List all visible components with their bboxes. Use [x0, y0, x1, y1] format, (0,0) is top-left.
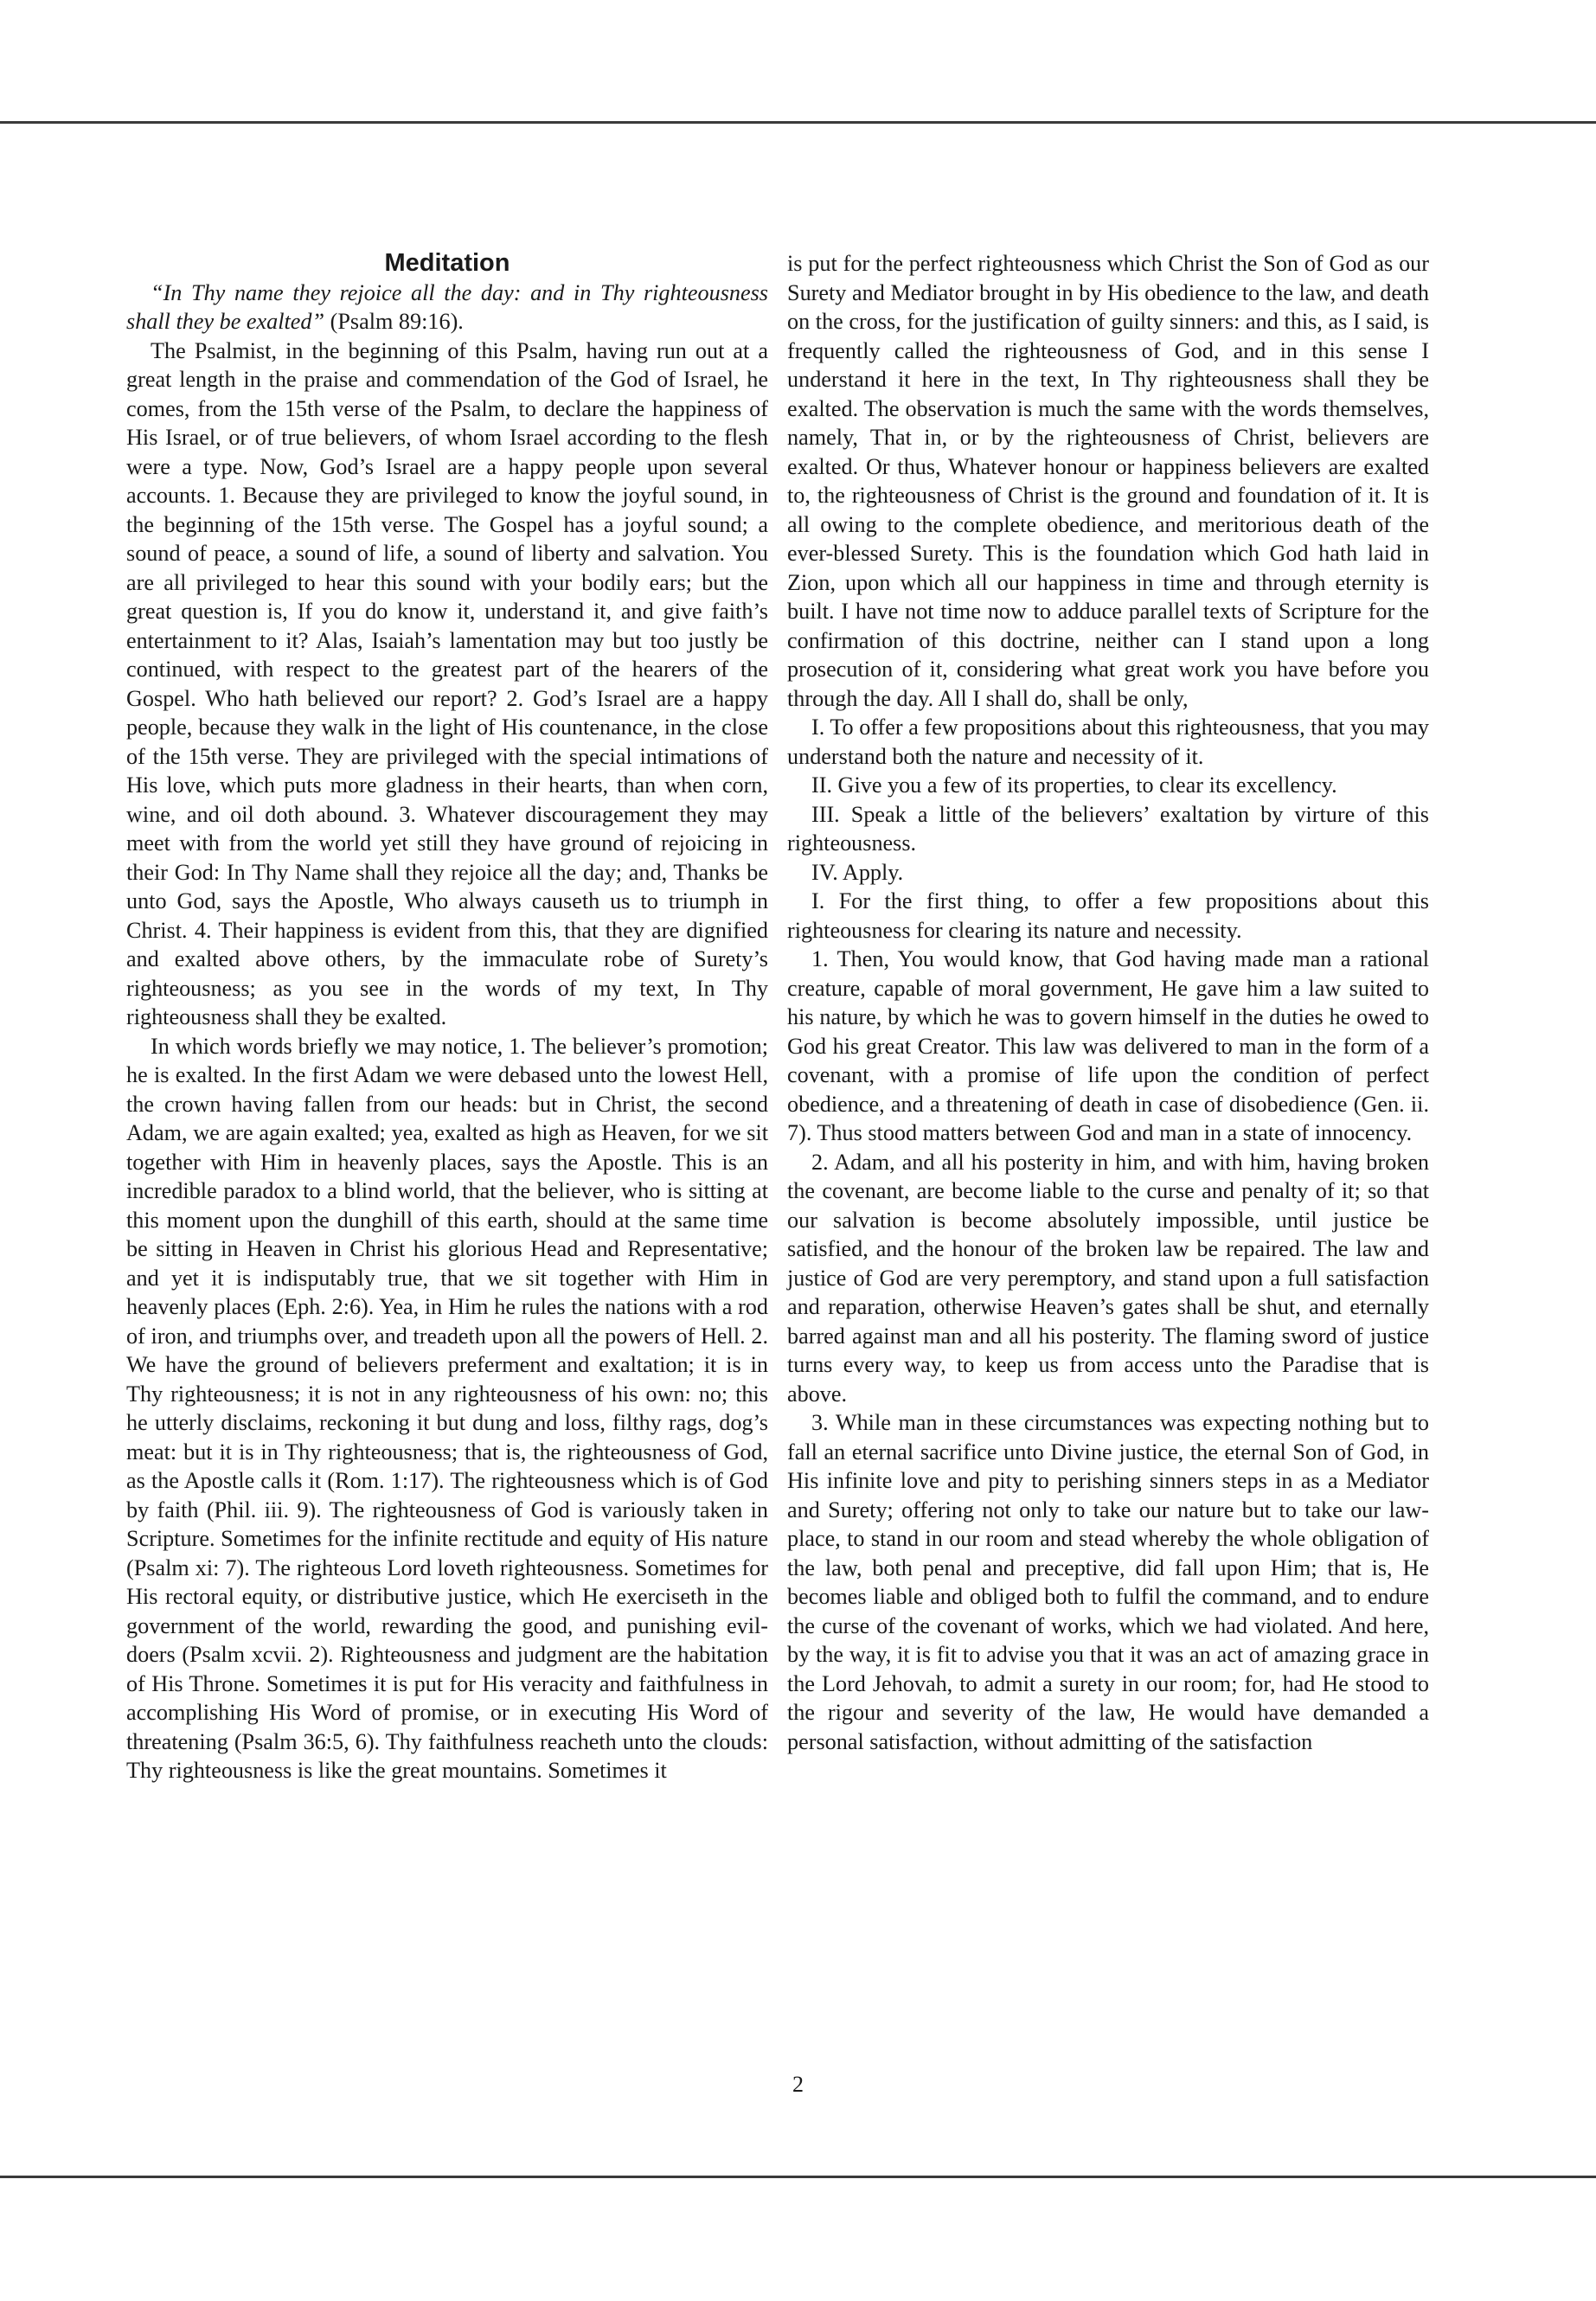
- page-number: 2: [792, 2072, 804, 2097]
- outline-item: III. Speak a little of the believers’ exaltation by virture of this righteousness.: [787, 801, 1429, 856]
- right-column: [787, 249, 1429, 1756]
- bottom-divider: [0, 2176, 1596, 2178]
- paragraph: In which words briefly we may notice, 1. The believer’s promotion; he is exalted. In the first Adam we were debased unto the lowest Hell, the crown having fallen from our heads: but in Christ, the second Adam, we are again exalted; yea, exalted as high as Heaven, for we sit together with Him in heavenly places, says the Apostle. This is an incredible paradox to a blind world, that the believer, who is sitting at this moment upon the dunghill of this earth, should at the same time be sitting in Heaven in Christ his glorious Head and Representative; and yet it is indisputably true, that we sit together with Him in heavenly places (Eph. 2:6). Yea, in Him he rules the nations with a rod of iron, and triumphs over, and treadeth upon all the powers of Hell. 2. We have the ground of believers preferment and exaltation; it is in Thy righteousness; it is not in any righteousness of his own: no; this he utterly disclaims, reckoning it but dung and loss, filthy rags, dog’s meat: but it is in Thy righteousness; that is, the righteousness of God, as the Apostle calls it (Rom. 1:17). The righteousness which is of God by faith (Phil. iii. 9). The righteousness of God is variously taken in Scripture. Sometimes for the infinite rectitude and equity of His nature (Psalm xi: 7). The righteous Lord loveth righteousness. Sometimes for His rectoral equity, or distributive justice, which He exerciseth in the government of the world, rewarding the good, and punishing evil-doers (Psalm xcvii. 2). Righteousness and judgment are the habitation of His Throne. Sometimes it is put for His veracity and faithfulness in accomplishing His Word of promise, or in executing His Word of threatening (Psalm 36:5, 6). Thy faithfulness reacheth unto the clouds: Thy righteousness is like the great mountains. Sometimes it: [126, 1033, 768, 1783]
- proposition: 3. While man in these circumstances was expecting nothing but to fall an eternal sacrifice unto Divine justice, the eternal Son of God, in His infinite love and pity to perishing sinners steps in as a Mediator and Surety; offering not only to take our nature but to take our law-place, to stand in our room and stead whereby the whole obligation of the law, both penal and preceptive, did fall upon Him; that is, He becomes liable and obliged both to fulfil the command, and to endure the curse of the covenant of works, which we had violated. And here, by the way, it is fit to advise you that it was an act of amazing grace in the Lord Jehovah, to admit a surety in our room; for, had He stood to the rigour and severity of the law, He would have demanded a personal satisfaction, without admitting of the satisfaction: [787, 1410, 1429, 1754]
- left-column: [126, 249, 768, 1785]
- paragraph: The Psalmist, in the beginning of this Psalm, having run out at a great length in the praise and commendation of the God of Israel, he comes, from the 15th verse of the Psalm, to declare the happiness of His Israel, or of true believers, of whom Israel according to the flesh were a type. Now, God’s Israel are a happy people upon several accounts. 1. Because they are privileged to know the joyful sound, in the beginning of the 15th verse. The Gospel has a joyful sound; a sound of peace, a sound of life, a sound of liberty and salvation. You are all privileged to hear this sound with your bodily ears; but the great question is, If you do know it, understand it, and give faith’s entertainment to it? Alas, Isaiah’s lamentation may but too justly be continued, with respect to the greatest part of the hearers of the Gospel. Who hath believed our report? 2. God’s Israel are a happy people, because they walk in the light of His countenance, in the close of the 15th verse. They are privileged with the special intimations of His love, which puts more gladness in their hearts, than when corn, wine, and oil doth abound. 3. Whatever discouragement they may meet with from the world yet still they have ground of rejoicing in their God: In Thy Name shall they rejoice all the day; and, Thanks be unto God, says the Apostle, Who always causeth us to triumph in Christ. 4. Their happiness is evident from this, that they are dignified and exalted above others, by the immaculate robe of Surety’s righteousness; as you see in the words of my text, In Thy righteousness shall they be exalted.: [126, 337, 768, 1029]
- article-title: Meditation: [384, 249, 510, 277]
- outline-item: I. To offer a few propositions about this righteousness, that you may understand both the nature and necessity of it.: [787, 715, 1429, 769]
- top-divider: [0, 121, 1596, 124]
- paragraph: is put for the perfect righteousness which Christ the Son of God as our Surety and Mediator brought in by His obedience to the law, and death on the cross, for the justification of guilty sinners: and this, as I said, is frequently called the righteousness of God, and in this sense I understand it here in the text, In Thy righteousness shall they be exalted. The observation is much the same with the words themselves, namely, That in, or by the righteousness of Christ, believers are exalted. Or thus, Whatever honour or happiness believers are exalted to, the righteousness of Christ is the ground and foundation of it. It is all owing to the complete obedience, and meritorious death of the ever-blessed Surety. This is the foundation which God hath laid in Zion, upon which all our happiness in time and through eternity is built. I have not time now to adduce parallel texts of Scripture for the confirmation of this doctrine, neither can I stand upon a long prosecution of it, considering what great work you have before you through the day. All I shall do, shall be only,: [787, 251, 1429, 711]
- epigraph: [126, 279, 768, 336]
- proposition: 2. Adam, and all his posterity in him, and with him, having broken the covenant, are become liable to the curse and penalty of it; so that our salvation is become absolutely impossible, until justice be satisfied, and the honour of the broken law be repaired. The law and justice of God are very peremptory, and stand upon a full satisfaction and reparation, otherwise Heaven’s gates shall be shut, and eternally barred against man and all his posterity. The flaming sword of justice turns every way, to keep us from access unto the Paradise that is above.: [787, 1149, 1429, 1407]
- outline-item: II. Give you a few of its properties, to clear its excellency.: [811, 772, 1337, 798]
- paragraph: I. For the first thing, to offer a few propositions about this righteousness for clearing its nature and necessity.: [787, 888, 1429, 943]
- epigraph-quote: “In Thy name they rejoice all the day: and in Thy righteousness shall they be exalted”: [126, 279, 768, 334]
- proposition: 1. Then, You would know, that God having made man a rational creature, capable of moral government, He gave him a law suited to his nature, by which he was to govern himself in the duties he owed to God his great Creator. This law was delivered to man in the form of a covenant, with a promise of life upon the condition of perfect obedience, and a threatening of death in case of disobedience (Gen. ii. 7). Thus stood matters between God and man in a state of innocency.: [787, 946, 1429, 1145]
- epigraph-reference: (Psalm 89:16).: [324, 309, 464, 334]
- outline-item: IV. Apply.: [811, 859, 904, 885]
